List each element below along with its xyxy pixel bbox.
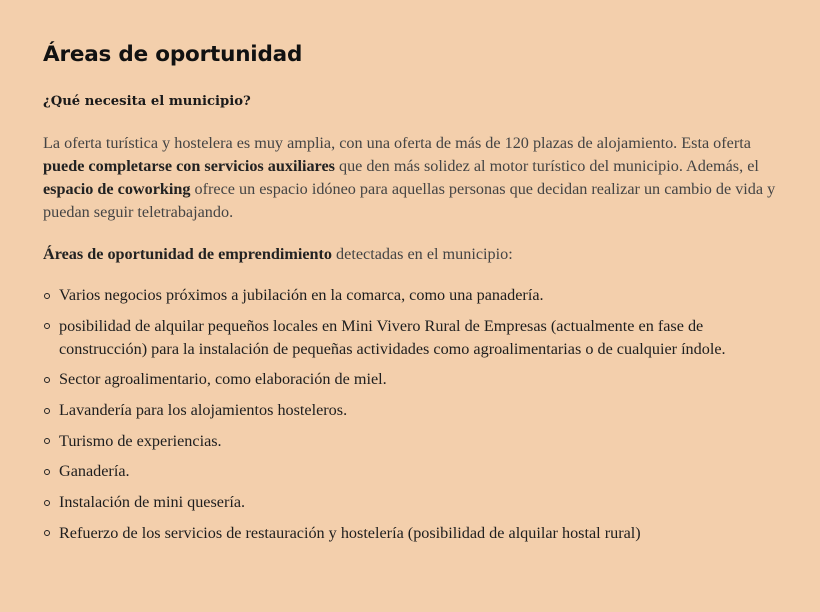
section-subheading: ¿Qué necesita el municipio? [43,94,251,109]
list-item-text: Instalación de mini quesería. [59,493,246,512]
list-item [43,491,783,514]
list-item [43,284,783,307]
intro-bold-1: puede completarse con servicios auxiliares [43,157,335,175]
areas-intro [43,243,783,266]
list-item-text: Sector agroalimentario, como elaboración de miel. [59,370,387,389]
opportunity-list [43,284,783,545]
list-item [43,368,783,391]
list-item [43,315,783,361]
intro-text-2: que den más solidez al motor turístico del municipio. Además, el [334,157,759,175]
areas-text: detectadas en el municipio: [332,245,513,263]
intro-text-3: ofrece un espacio idóneo para aquellas personas que decidan realizar un cambio de vida y puedan seguir teletrabajando. [43,180,776,221]
list-item-text: posibilidad de alquilar pequeños locales en Mini Vivero Rural de Empresas (actualmente en fase de construcción) para la instalación de pequeñas actividades como agroalimentarias o de cualquier índole. [59,316,726,358]
intro-bold-2: espacio de coworking [43,180,191,198]
bullet-circle-icon [44,500,50,506]
list-item-text: Varios negocios próximos a jubilación en la comarca, como una panadería. [59,286,544,304]
list-item [43,399,783,422]
bullet-circle-icon [44,377,50,383]
bullet-circle-icon [44,293,50,299]
intro-paragraph [43,132,783,224]
bullet-circle-icon [44,408,50,414]
page-title: Áreas de oportunidad [43,42,303,67]
intro-text-1: La oferta turística y hostelera es muy amplia, con una oferta de más de 120 plazas de alojamiento. Esta oferta [43,134,751,152]
list-item-text: Refuerzo de los servicios de restauración y hostelería (posibilidad de alquilar hostal rural) [59,523,641,542]
list-item-text: Ganadería. [59,462,130,481]
list-item [43,430,783,453]
article-content [43,38,783,553]
list-item [43,460,783,483]
list-item [43,522,783,545]
bullet-circle-icon [44,530,50,536]
list-item-text: Turismo de experiencias. [59,431,222,450]
list-item-text: Lavandería para los alojamientos hosteleros. [59,401,348,420]
bullet-circle-icon [44,469,50,475]
bullet-circle-icon [44,438,50,444]
areas-bold: Áreas de oportunidad de emprendimiento [43,245,332,263]
bullet-circle-icon [44,323,50,329]
